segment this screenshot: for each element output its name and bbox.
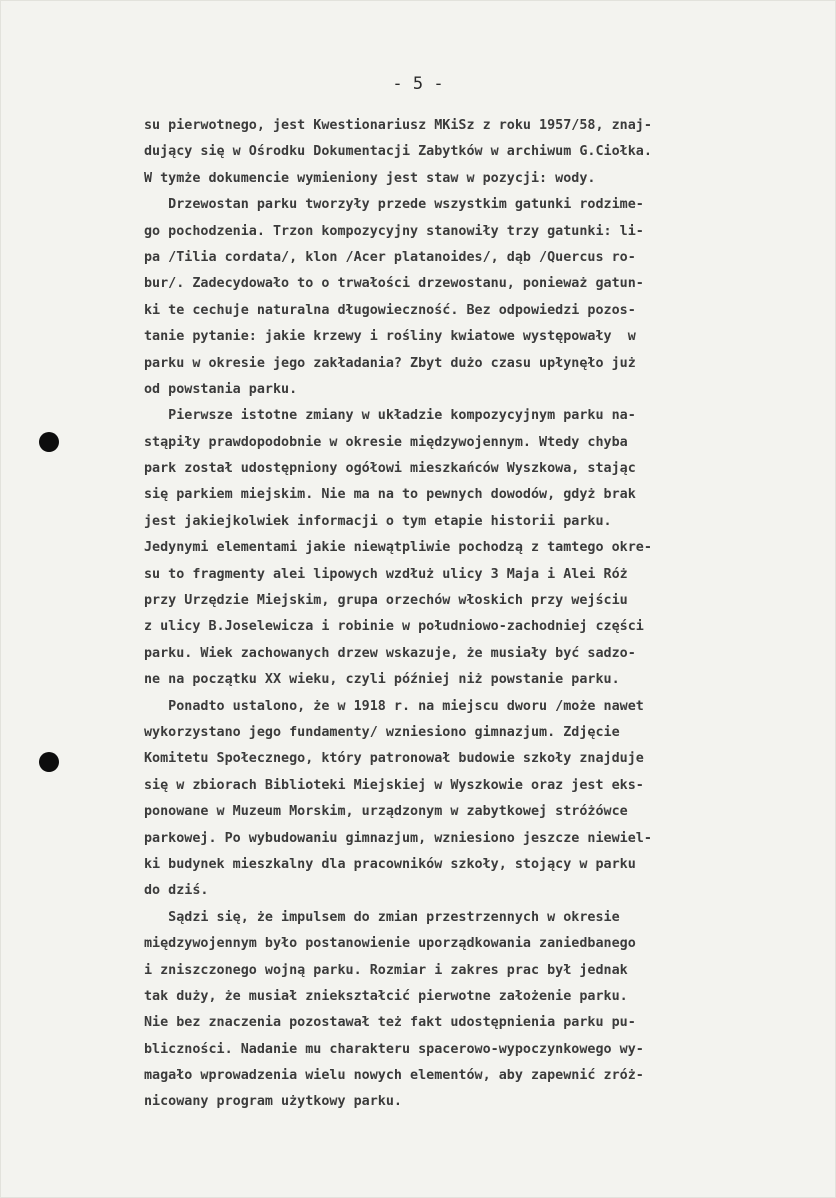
text-line: go pochodzenia. Trzon kompozycyjny stanowiły trzy gatunki: li-: [144, 223, 644, 239]
paragraph: [144, 113, 812, 192]
text-line: Drzewostan parku tworzyły przede wszystkim gatunki rodzime-: [144, 197, 644, 213]
text-line: tak duży, że musiał zniekształcić pierwotne założenie parku.: [144, 988, 628, 1004]
text-line: Nie bez znaczenia pozostawał też fakt udostępnienia parku pu-: [144, 1015, 636, 1031]
text-line: do dziś.: [144, 883, 209, 899]
text-line: od powstania parku.: [144, 381, 298, 397]
text-line: W tymże dokumencie wymieniony jest staw w pozycji: wody.: [144, 170, 596, 186]
text-line: stąpiły prawdopodobnie w okresie międzywojennym. Wtedy chyba: [144, 434, 628, 450]
paragraph: [144, 403, 812, 693]
paragraph: [144, 905, 812, 1116]
text-line: z ulicy B.Joselewicza i robinie w południowo-zachodniej części: [144, 619, 644, 635]
text-line: przy Urzędzie Miejskim, grupa orzechów włoskich przy wejściu: [144, 593, 628, 609]
text-line: wykorzystano jego fundamenty/ wzniesiono gimnazjum. Zdjęcie: [144, 724, 620, 740]
text-line: nicowany program użytkowy parku.: [144, 1094, 402, 1110]
text-line: park został udostępniony ogółowi mieszkańców Wyszkowa, stając: [144, 461, 636, 477]
text-line: Jedynymi elementami jakie niewątpliwie pochodzą z tamtego okre-: [144, 540, 652, 556]
text-line: międzywojennym było postanowienie uporządkowania zaniedbanego: [144, 936, 636, 952]
document-body: [144, 113, 812, 1116]
text-line: su pierwotnego, jest Kwestionariusz MKiSz z roku 1957/58, znaj-: [144, 118, 652, 133]
text-line: dujący się w Ośrodku Dokumentacji Zabytków w archiwum G.Ciołka.: [144, 144, 652, 160]
text-line: Ponadto ustalono, że w 1918 r. na miejscu dworu /może nawet: [144, 698, 644, 714]
text-line: Komitetu Społecznego, który patronował budowie szkoły znajduje: [144, 751, 644, 767]
text-line: Sądzi się, że impulsem do zmian przestrzennych w okresie: [144, 909, 620, 925]
text-line: magało wprowadzenia wielu nowych elementów, aby zapewnić zróż-: [144, 1068, 644, 1084]
text-line: parkowej. Po wybudowaniu gimnazjum, wzniesiono jeszcze niewiel-: [144, 830, 652, 846]
text-line: się parkiem miejskim. Nie ma na to pewnych dowodów, gdyż brak: [144, 487, 636, 503]
text-line: pa /Tilia cordata/, klon /Acer platanoides/, dąb /Quercus ro-: [144, 249, 636, 265]
text-line: parku w okresie jego zakładania? Zbyt dużo czasu upłynęło już: [144, 355, 636, 371]
text-line: ne na początku XX wieku, czyli później niż powstanie parku.: [144, 672, 620, 688]
punch-hole-icon: [39, 752, 59, 772]
text-line: bur/. Zadecydowało to o trwałości drzewostanu, ponieważ gatun-: [144, 276, 644, 292]
text-line: i zniszczonego wojną parku. Rozmiar i zakres prac był jednak: [144, 962, 628, 978]
text-line: ponowane w Muzeum Morskim, urządzonym w zabytkowej stróżówce: [144, 804, 628, 820]
text-line: jest jakiejkolwiek informacji o tym etapie historii parku.: [144, 513, 612, 529]
text-line: ki te cechuje naturalna długowieczność. Bez odpowiedzi pozos-: [144, 302, 636, 318]
text-line: su to fragmenty alei lipowych wzdłuż ulicy 3 Maja i Alei Róż: [144, 566, 628, 582]
paragraph: [144, 192, 812, 403]
punch-hole-icon: [39, 432, 59, 452]
text-line: Pierwsze istotne zmiany w układzie kompozycyjnym parku na-: [144, 408, 636, 424]
text-line: bliczności. Nadanie mu charakteru spacerowo-wypoczynkowego wy-: [144, 1041, 644, 1057]
text-line: parku. Wiek zachowanych drzew wskazuje, że musiały być sadzo-: [144, 645, 636, 661]
text-line: się w zbiorach Biblioteki Miejskiej w Wyszkowie oraz jest eks-: [144, 777, 644, 793]
page-number: - 5 -: [392, 74, 444, 94]
text-line: tanie pytanie: jakie krzewy i rośliny kwiatowe występowały w: [144, 329, 636, 345]
text-line: ki budynek mieszkalny dla pracowników szkoły, stojący w parku: [144, 856, 636, 872]
paragraph: [144, 694, 812, 905]
